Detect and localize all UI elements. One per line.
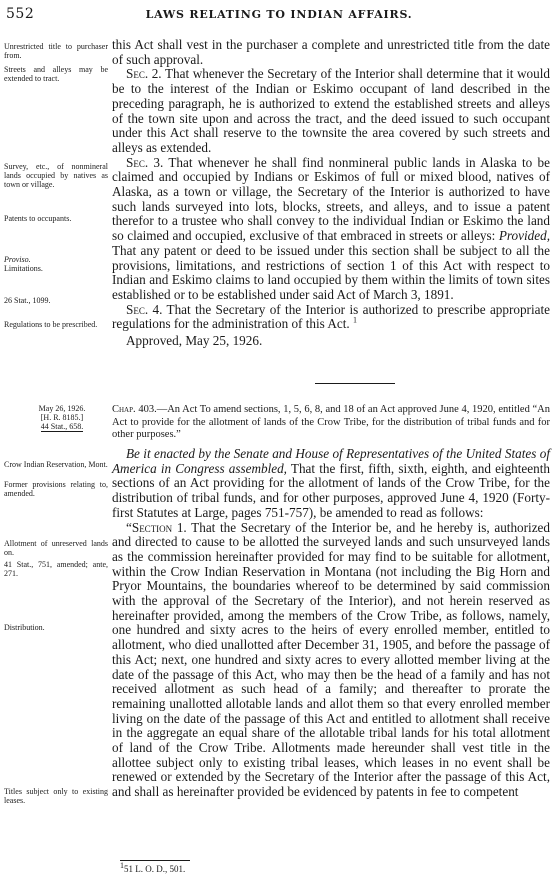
margin-date-line3: 44 Stat., 658. <box>40 422 84 431</box>
act-section-1-label: “Section 1. <box>126 519 187 535</box>
margin-date-block <box>22 404 102 432</box>
margin-note-crow-reservation: Crow Indian Reservation, Mont. <box>4 460 108 469</box>
margin-note-proviso-group <box>4 255 108 273</box>
footnote-number: 1 <box>120 861 124 870</box>
margin-note-patents: Patents to occupants. <box>4 214 72 223</box>
margin-note-limitations: Limitations. <box>4 264 43 273</box>
act-section-1 <box>112 521 550 800</box>
margin-date-line1: May 26, 1926. <box>38 404 86 413</box>
proviso-word: Provided, <box>498 228 550 244</box>
paragraph-1: this Act shall vest in the purchaser a complete and unrestricted title from the date of such approval. <box>112 37 550 67</box>
margin-note-streets-alleys: Streets and alleys may be extended to tract. <box>4 65 108 83</box>
main-text-upper <box>112 38 550 349</box>
footnote-rule <box>120 860 190 861</box>
chapter-title: —An Act To amend sections, 1, 5, 6, 8, and 18 of an Act approved June 4, 1920, entitled “An Act to provide for the allotment of lands of the Crow Tribe, for the distribution of tribal funds and for other purposes.” <box>112 404 550 440</box>
footnote <box>120 861 186 874</box>
margin-note-proviso: Proviso. <box>4 255 31 264</box>
chapter-heading <box>112 404 550 442</box>
margin-note-regulations: Regulations to be prescribed. <box>4 320 98 329</box>
footnote-text: 51 L. O. D., 501. <box>124 864 186 874</box>
running-head: LAWS RELATING TO INDIAN AFFAIRS. <box>145 8 413 21</box>
margin-note-stat-751: 41 Stat., 751, amended; ante, 271. <box>4 560 108 578</box>
margin-note-titles-subject: Titles subject only to existing leases. <box>4 787 108 805</box>
section-3-proviso-text: That any patent or deed to be issued under this section shall be subject to all the provisions, limitations, and restrictions of section 1 of this Act with respect to Indian and Eskimo claims to land occupied by them within the limits of town sites established or to be established under said Act of March 3, 1891. <box>112 242 550 302</box>
margin-note-former-provisions: Former provisions relating to, amended. <box>4 480 108 498</box>
enacting-paragraph <box>112 447 550 521</box>
margin-note-unrestricted-title: Unrestricted title to purchaser from. <box>4 42 108 60</box>
approved-line: Approved, May 25, 1926. <box>126 333 263 349</box>
section-2-text: That whenever the Secretary of the Interior shall determine that it would be to the interest of the Indian or Eskimo occupant of land described in the preceding paragraph, he is authorized to extend the established streets and alleys of the town site upon and across the tract, and the deed issued to such occupant under this Act shall reserve to the townsite the area covered by such streets and alleys as extended. <box>112 66 550 155</box>
page-header <box>6 6 552 26</box>
section-4 <box>112 303 550 332</box>
margin-note-stat-1099: 26 Stat., 1099. <box>4 296 51 305</box>
margin-note-allotment: Allotment of unreserved lands on. <box>4 539 108 557</box>
section-divider <box>315 383 395 384</box>
section-4-label: Sec. 4. <box>126 301 163 317</box>
section-4-text: That the Secretary of the Interior is authorized to prescribe appropriate regulations for the administration of this Act. <box>112 301 550 332</box>
section-3-text: That whenever he shall find nonmineral public lands in Alaska to be claimed and occupied by Indians or Eskimos of full or mixed blood, natives of Alaska, as a town or village, the Secretary of the Interior is authorized to have such lands surveyed into lots, blocks, streets, and alleys, and to issue a patent therefor to a trustee who shall convey to the individual Indian or Eskimo the land so claimed and occupied, exclusive of that embraced in streets or alleys: <box>112 154 550 244</box>
section-3 <box>112 156 550 303</box>
chapter-label: Chap. 403. <box>112 404 157 415</box>
page-number: 552 <box>6 6 35 22</box>
section-2-label: Sec. 2. <box>126 66 162 82</box>
margin-date-line2: [H. R. 8185.] <box>40 413 84 422</box>
footnote-reference: 1 <box>353 315 357 325</box>
main-text-lower <box>112 447 550 800</box>
enacting-text: That the first, fifth, sixth, eighth, and eighteenth sections of an Act providing for the allotment of lands of the Crow Tribe, for the distribution of tribal funds, and for other purposes, approved June 4, 1920 (Forty-first Statutes at Large, pages 751-757), be amended to read as follows: <box>112 460 550 520</box>
act-section-1-text: That the Secretary of the Interior be, and he hereby is, authorized and directed to cause to be allotted the surveyed lands and such unsurveyed lands as the commission hereinafter provided for may find to be suitable for allotment, within the Crow Indian Reservation in Montana (not including the Big Horn and Pryor Mountains, the boundaries whereof to be determined by said commission with the approval of the Secretary of the Interior), and not herein reserved as hereinafter provided, among the members of the Crow Tribe, as follows, namely, one hundred and sixty acres to the heirs of every enrolled member, entitled to allotment, who died unallotted after December 31, 1905, and before the passage of this Act; next, one hundred and sixty acres to every allotted member living at the date of the passage of this Act, who may then be the head of a family and has not received allotment as such head of a family; and thereafter to prorate the remaining unallotted allotable lands and allot them so that every enrolled member living on the date of the passage of this Act and entitled to allotment shall receive in the aggregate an equal share of the allotable tribal lands for his total allotment of land of the Crow Tribe. Allotments made hereunder shall vest title in the allottee subject only to existing tribal leases, which leases in no event shall be renewed or extended by the Secretary of the Interior after the passage of this Act, and shall as hereinafter provided be evidenced by patents in fee to competent <box>112 519 551 800</box>
enacting-clause: Be it enacted by the Senate and House of Representatives of the United States of America in Congress assembled, <box>112 446 550 476</box>
margin-note-distribution: Distribution. <box>4 623 45 632</box>
section-3-label: Sec. 3. <box>126 154 164 170</box>
margin-note-survey: Survey, etc., of nonmineral lands occupied by natives as town or village. <box>4 162 108 189</box>
section-2 <box>112 67 550 155</box>
